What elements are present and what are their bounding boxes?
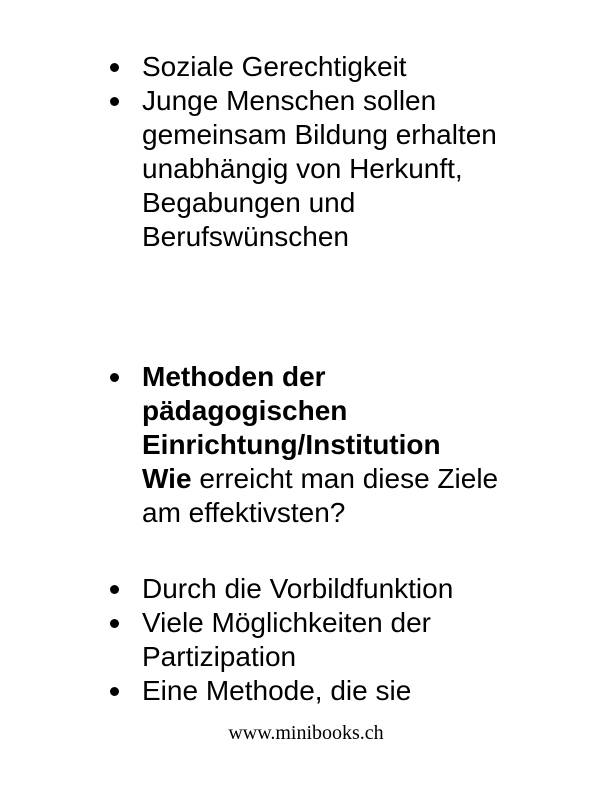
item-text: gemeinsam Bildung erhalten (142, 119, 497, 150)
heading-text: Einrichtung/Institution (142, 429, 441, 460)
list-item (106, 674, 602, 708)
footer-url-text: www.minibooks.ch (228, 722, 384, 744)
heading-text: pädagogischen (142, 395, 348, 426)
list-item (106, 360, 602, 530)
question-keyword: Wie (142, 463, 192, 494)
bullet-icon (110, 619, 119, 628)
bullet-list-goals (106, 50, 602, 254)
bullet-list-approaches (106, 572, 602, 708)
item-text: Junge Menschen sollen (142, 85, 437, 116)
bullet-icon (110, 63, 119, 72)
question-text (142, 462, 602, 496)
item-text: Begabungen und (142, 187, 356, 218)
item-text: Durch die Vorbildfunktion (142, 573, 454, 604)
item-text: Partizipation (142, 641, 297, 672)
question-text-line2: am effektivsten? (142, 497, 346, 528)
bullet-icon (110, 585, 119, 594)
item-text: Eine Methode, die sie (142, 675, 412, 706)
list-item (106, 50, 602, 84)
bullet-icon (110, 373, 119, 382)
bullet-list-methods (106, 360, 602, 530)
question-rest: erreicht man diese Ziele (191, 463, 499, 494)
footer-url (0, 722, 612, 745)
item-text: unabhängig von Herkunft, (142, 153, 463, 184)
list-item (106, 606, 602, 674)
bullet-icon (110, 687, 119, 696)
item-text: Viele Möglichkeiten der (142, 607, 431, 638)
bullet-icon (110, 97, 119, 106)
item-text: Berufswünschen (142, 221, 350, 252)
item-text: Soziale Gerechtigkeit (142, 51, 407, 82)
heading-text: Methoden der (142, 361, 326, 392)
list-item (106, 84, 602, 254)
list-item (106, 572, 602, 606)
